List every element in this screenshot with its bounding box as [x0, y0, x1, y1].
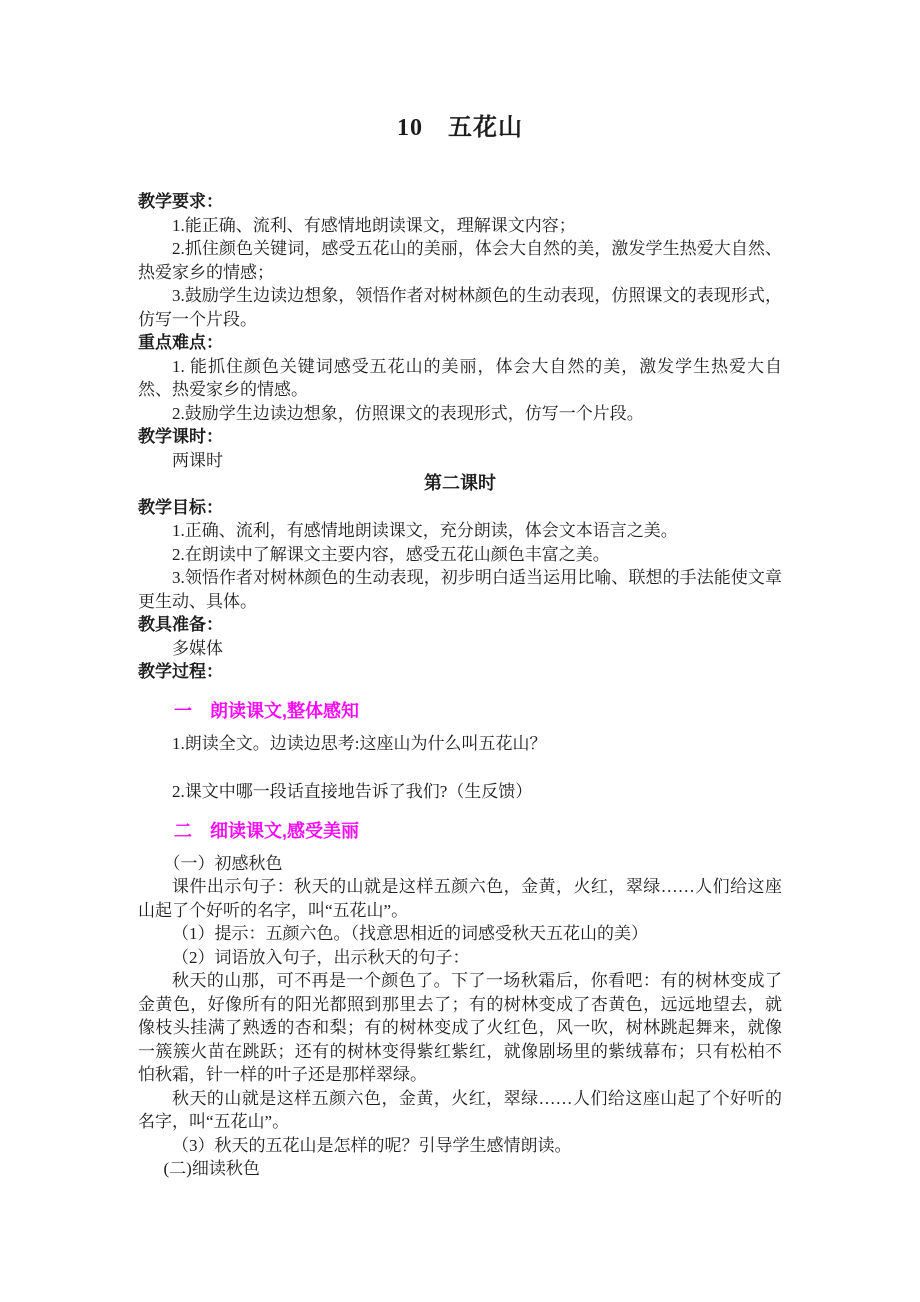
paragraph: 2.在朗读中了解课文主要内容，感受五花山颜色丰富之美。 — [172, 544, 610, 564]
paragraph: 3.鼓励学生边读边想象，领悟作者对树林颜色的生动表现，仿照课文的表现形式，仿写一个片段。 — [138, 286, 782, 329]
paragraph: 2.鼓励学生边读边想象，仿照课文的表现形式，仿写一个片段。 — [172, 403, 644, 423]
paragraph: (二)细读秋色 — [163, 1159, 260, 1178]
section-label: 教学要求： — [138, 192, 223, 211]
lesson-period-heading: 第二课时 — [424, 473, 496, 493]
paragraph: 3.领悟作者对树林颜色的生动表现，初步明白适当运用比喻、联想的手法能使文章更生动、具体。 — [138, 568, 782, 611]
paragraph: 多媒体 — [172, 638, 223, 658]
paragraph: （3）秋天的五花山是怎样的呢？引导学生感情朗读。 — [172, 1135, 572, 1155]
document-body — [138, 112, 782, 1181]
paragraph: 1. 能抓住颜色关键词感受五花山的美丽，体会大自然的美，激发学生热爱大自然、热爱家乡的情感。 — [138, 356, 782, 399]
section-label: 教具准备： — [138, 615, 223, 634]
paragraph: 2.抓住颜色关键词，感受五花山的美丽，体会大自然的美，激发学生热爱大自然、热爱家乡的情感； — [138, 239, 782, 282]
paragraph: （一）初感秋色 — [163, 853, 283, 873]
paragraph: （2）词语放入句子，出示秋天的句子： — [172, 947, 470, 967]
paragraph: 2.课文中哪一段话直接地告诉了我们?（生反馈） — [172, 782, 533, 801]
paragraph: 1.能正确、流利、有感情地朗读课文，理解课文内容； — [172, 215, 576, 235]
paragraph: 两课时 — [172, 450, 223, 470]
paragraph: 秋天的山就是这样五颜六色，金黄，火红，翠绿……人们给这座山起了个好听的名字，叫“五花山”。 — [138, 1088, 782, 1131]
paragraph: 1.正确、流利，有感情地朗读课文，充分朗读，体会文本语言之美。 — [172, 521, 678, 540]
section-label: 重点难点： — [138, 333, 223, 352]
paragraph: 课件出示句子：秋天的山就是这样五颜六色，金黄，火红，翠绿……人们给这座山起了个好听的名字，叫“五花山”。 — [138, 877, 782, 920]
section-label: 教学过程： — [138, 662, 223, 681]
section-label: 教学目标： — [138, 497, 223, 517]
document-title: 10 五花山 — [397, 115, 523, 141]
activity-heading: 二 细读课文,感受美丽 — [174, 820, 359, 841]
paragraph: 秋天的山那，可不再是一个颜色了。下了一场秋霜后，你看吧：有的树林变成了金黄色，好像所有的阳光都照到那里去了；有的树林变成了杏黄色，远远地望去，就像枝头挂满了熟透的杏和梨；有的树林变成了火红色，风一吹，树林跳起舞来，就像一簇簇火苗在跳跃；还有的树林变得紫红紫红，就像剧场里的紫绒幕布；只有松柏不怕秋霜，针一样的叶子还是那样翠绿。 — [138, 971, 782, 1084]
paragraph: 1.朗读全文。边读边思考:这座山为什么叫五花山？ — [172, 733, 547, 753]
activity-heading: 一 朗读课文,整体感知 — [174, 700, 359, 721]
paragraph: （1）提示：五颜六色。（找意思相近的词感受秋天五花山的美） — [172, 924, 648, 943]
section-label: 教学课时： — [138, 427, 223, 446]
